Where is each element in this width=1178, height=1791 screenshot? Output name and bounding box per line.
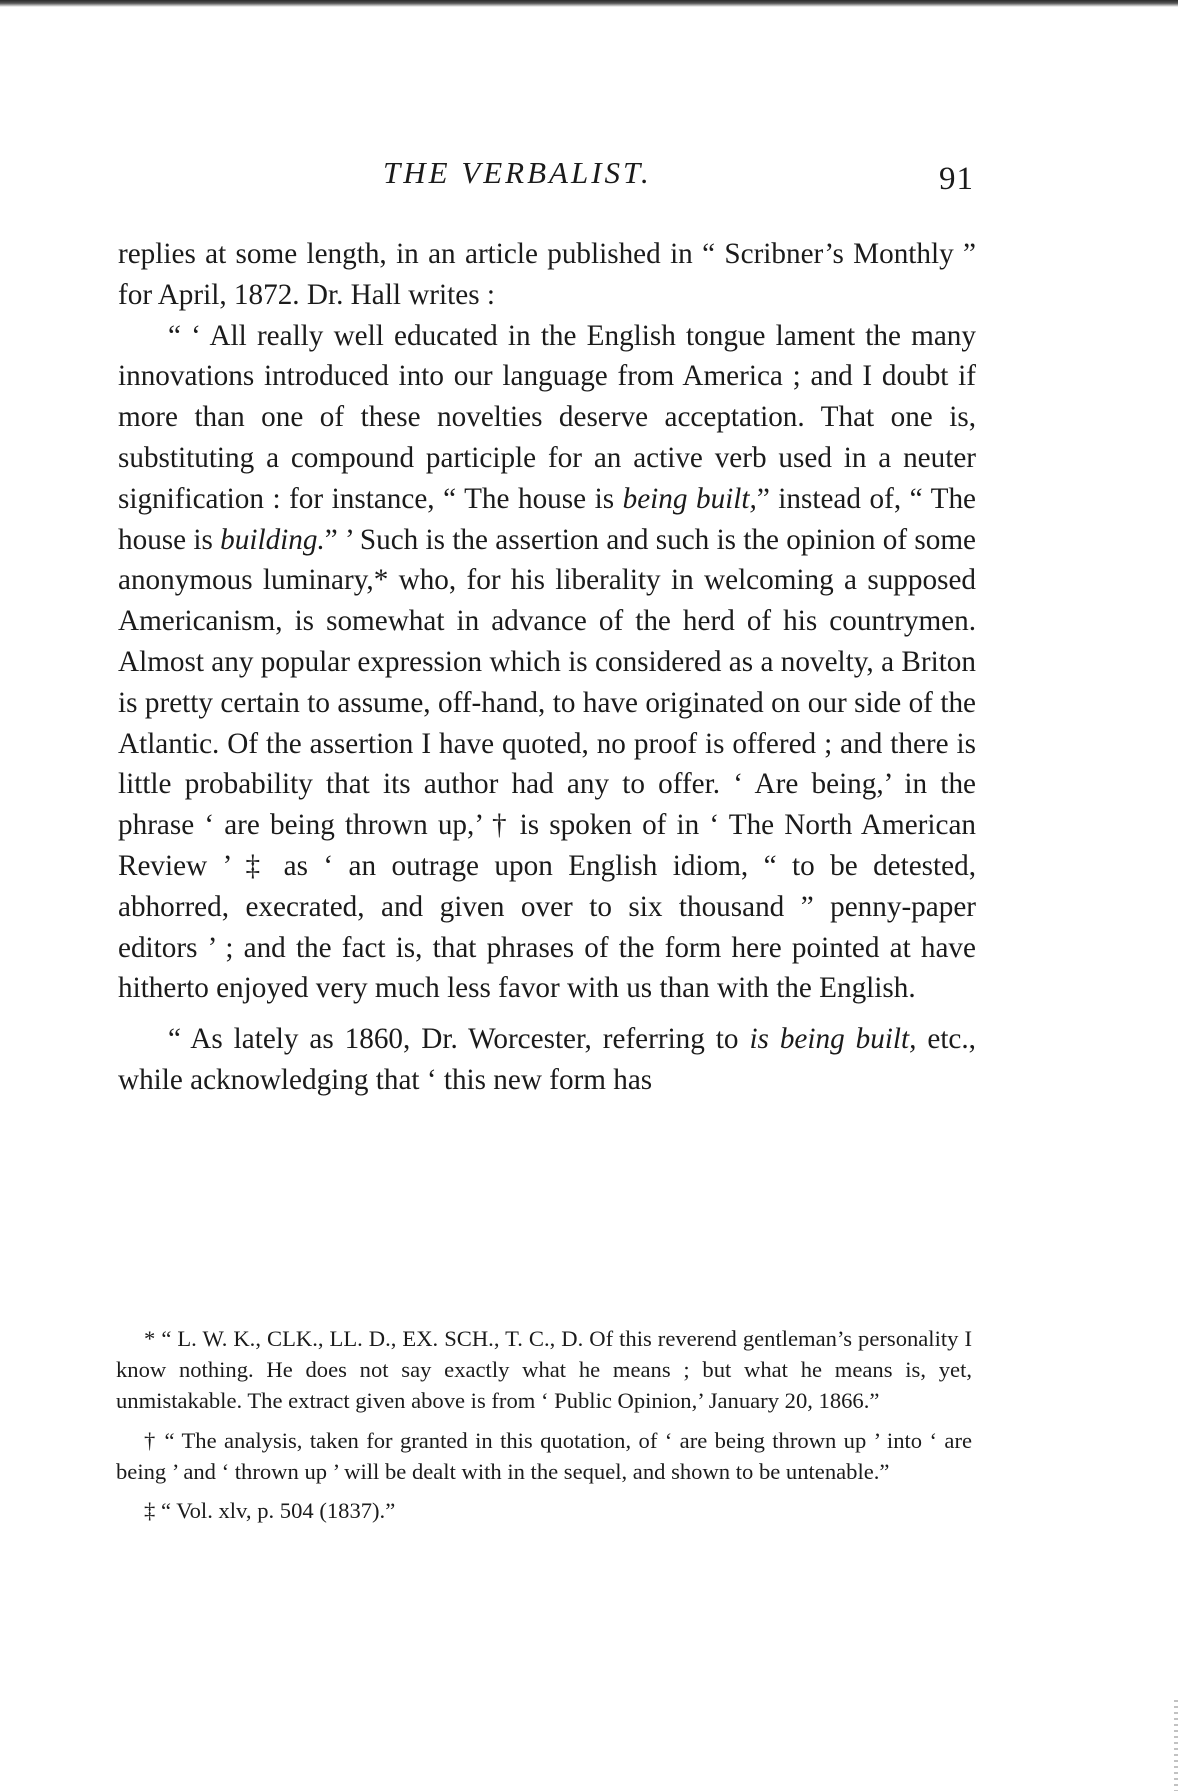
running-title: THE VERBALIST. bbox=[383, 155, 652, 190]
paragraph-2-text-a: “ ‘ All really well educated in the English tongue lament the many innovations introduced into our language from America ; and I doubt if more than one of these novelties deserve acceptation. That one is, substituting a compound participle for an active verb used in a neuter signification : for instance, “ The house is bbox=[118, 319, 976, 515]
running-head bbox=[118, 155, 974, 205]
paragraph-3-text-a: “ As lately as 1860, Dr. Worcester, referring to bbox=[168, 1023, 750, 1056]
paragraph-2-emphasis-building: building. bbox=[220, 523, 325, 556]
footnotes bbox=[116, 1323, 972, 1526]
page-top-edge bbox=[0, 0, 1178, 7]
paragraph-3-emphasis-is-being-built: is being built, bbox=[749, 1023, 917, 1056]
paragraph-3 bbox=[118, 1019, 976, 1101]
body-text bbox=[118, 234, 976, 1101]
footnote-asterisk: * “ L. W. K., CLK., LL. D., EX. SCH., T. C., D. Of this reverend gentleman’s personality I know nothing. He does not say exactly what he means ; but what he means is, yet, unmistakable. The extract given above is from ‘ Public Opinion,’ January 20, 1866.” bbox=[116, 1326, 972, 1414]
paragraph-2 bbox=[118, 316, 976, 1010]
footnote-dagger: † “ The analysis, taken for granted in this quotation, of ‘ are being thrown up ’ into ‘ are being ’ and ‘ thrown up ’ will be dealt with in the sequel, and shown to be untenable.” bbox=[116, 1427, 972, 1484]
paragraph-2-text-c: ” ’ Such is the assertion and such is the opinion of some anonymous luminary,* who, for his liberality in welcoming a supposed Americanism, is somewhat in advance of the herd of his countrymen. Almost any popular expression which is considered as a novelty, a Briton is pretty certain to assume, off-hand, to have originated on our side of the Atlantic. Of the assertion I have quoted, no proof is offered ; and there is little probability that its author had any to offer. ‘ Are being,’ in the phrase ‘ are being thrown up,’ † is spoken of in ‘ The North American Review ’ ‡ as ‘ an outrage upon English idiom, “ to be detested, abhorred, execrated, and given over to six thousand ” penny-paper editors ’ ; and the fact is, that phrases of the form here pointed at have hitherto enjoyed very much less favor with us than with the English. bbox=[118, 523, 977, 1005]
paragraph-2-emphasis-being-built: being built, bbox=[622, 482, 757, 515]
page-number: 91 bbox=[939, 161, 974, 197]
paragraph-3-text-b: etc., while acknowledging that ‘ this new form has bbox=[118, 1023, 976, 1096]
paragraph-2-text-b: ” instead of, “ The house is bbox=[118, 482, 976, 556]
footnote-double-dagger: ‡ “ Vol. xlv, p. 504 (1837).” bbox=[144, 1498, 396, 1524]
paragraph-1: replies at some length, in an article published in “ Scribner’s Monthly ” for April, 1872. Dr. Hall writes : bbox=[118, 238, 976, 311]
page-right-edge bbox=[1174, 1700, 1178, 1791]
